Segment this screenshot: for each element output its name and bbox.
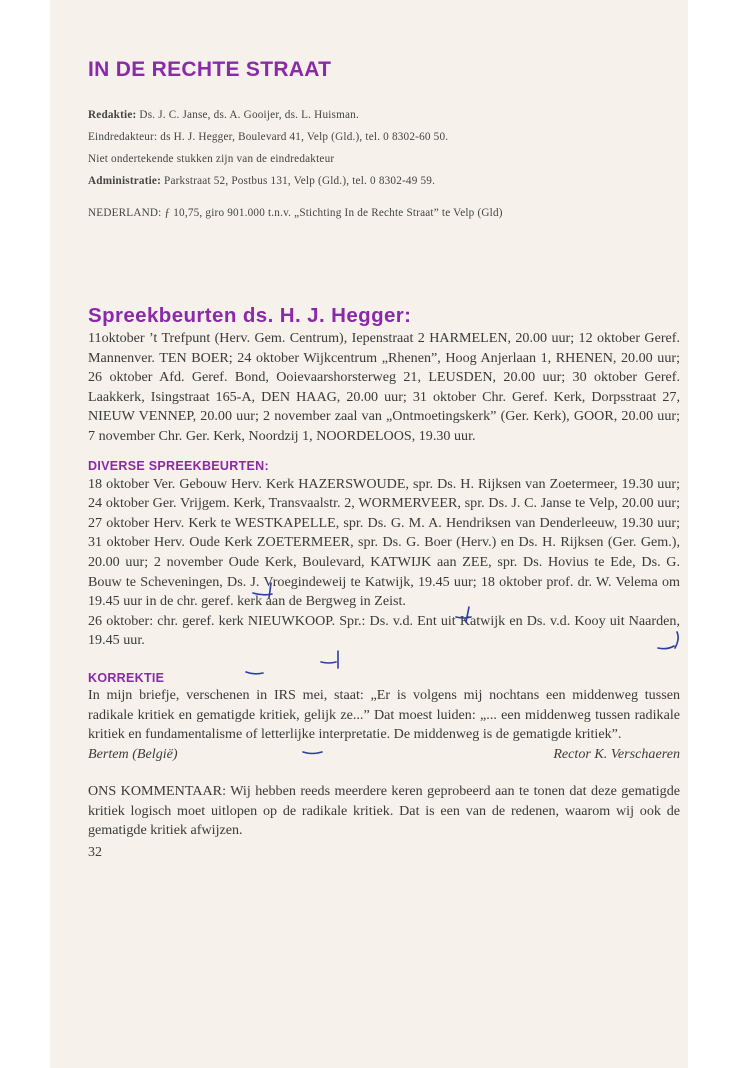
korrektie-text: In mijn briefje, verschenen in IRS mei, staat: „Er is volgens mij nochtans een middenweg tussen radikale kritiek en gematigde kritiek, gelijk ze...” Dat moest luiden: „... een middenweg tussen radikale kritiek en fundamentalisme of letterlijke interpretatie. De middenweg is de gematigde kritiek”. <box>88 686 680 743</box>
unsigned-note: Niet ondertekende stukken zijn van de eindredakteur <box>88 153 335 165</box>
redaktie-value: Ds. J. C. Janse, ds. A. Gooijer, ds. L. Huisman. <box>136 109 359 121</box>
pen-mark <box>253 583 272 598</box>
administratie-value: Parkstraat 52, Postbus 131, Velp (Gld.), tel. 0 8302-49 59. <box>161 175 436 187</box>
pen-marks <box>50 0 688 1068</box>
eindredakteur-line: Eindredakteur: ds H. J. Hegger, Boulevard 41, Velp (Gld.), tel. 0 8302-60 50. <box>88 131 449 143</box>
pen-mark <box>321 651 338 668</box>
kommentaar-text: ONS KOMMENTAAR: Wij hebben reeds meerdere keren geprobeerd aan te tonen dat deze gematigde kritiek logisch moet uitlopen op de radikale kritiek. Dat is een van de redenen, waarom wij ook de gematigde kritiek afwijzen. <box>88 783 680 839</box>
pen-mark <box>456 607 471 622</box>
pen-mark <box>246 672 263 674</box>
magazine-title: IN DE RECHTE STRAAT <box>88 58 332 81</box>
place: Bertem (België) <box>88 745 178 762</box>
diverse-text-2: 26 oktober: chr. geref. kerk NIEUWKOOP. Spr.: Ds. v.d. Ent uit Katwijk en Ds. v.d. Kooy uit Naarden, 19.45 uur. <box>88 612 680 649</box>
page-number: 32 <box>88 845 102 861</box>
spreekbeurten-text: 11oktober ’t Trefpunt (Herv. Gem. Centrum), Iepenstraat 2 HARMELEN, 20.00 uur; 12 oktober Geref. Mannenver. TEN BOER; 24 oktober Wijkcentrum „Rhenen”, Hoog Anjerlaan 1, RHENEN, 20.00 uur; 26 oktober Afd. Geref. Bond, Ooievaarshorsterweg 21, LEUSDEN, 20.00 uur; 30 oktober Geref. Laakkerk, Isingstraat 165-A, DEN HAAG, 20.00 uur; 31 oktober Chr. Geref. Kerk, Dorpsstraat 27, NIEUW VENNEP, 20.00 uur; 2 november zaal van „Ontmoetingskerk” (Ger. Kerk), GOOR, 20.00 uur; 7 november Chr. Ger. Kerk, Noordzij 1, NOORDELOOS, 19.30 uur. <box>88 330 680 444</box>
redaktie-label: Redaktie: <box>88 109 137 121</box>
administratie-label: Administratie: <box>88 175 162 187</box>
pen-mark <box>303 752 322 754</box>
page <box>50 0 688 1068</box>
subscription-line: NEDERLAND: ƒ 10,75, giro 901.000 t.n.v. „Stichting In de Rechte Straat” te Velp (Gld) <box>88 207 503 219</box>
korrektie-heading: KORREKTIE <box>88 670 165 685</box>
pen-mark <box>658 632 678 649</box>
diverse-heading: DIVERSE SPREEKBEURTEN: <box>88 458 269 473</box>
author: Rector K. Verschaeren <box>553 745 680 762</box>
spreekbeurten-heading: Spreekbeurten ds. H. J. Hegger: <box>88 304 412 327</box>
diverse-text: 18 oktober Ver. Gebouw Herv. Kerk HAZERSWOUDE, spr. Ds. H. Rijksen van Zoetermeer, 19.30 uur; 24 oktober Ger. Vrijgem. Kerk, Transvaalstr. 2, WORMERVEER, spr. Ds. J. C. Janse te Velp, 20.00 uur; 27 oktober Herv. Kerk te WESTKAPELLE, spr. Ds. G. M. A. Hendriksen van Denderleeuw, 19.30 uur; 31 oktober Herv. Oude Kerk ZOETERMEER, spr. Ds. G. Boer (Herv.) en Ds. H. Rijksen (Ger. Gem.), 20.00 uur; 2 november Oude Kerk, Boulevard, KATWIJK aan ZEE, spr. Ds. Hovius te Ede, Ds. G. Bouw te Scheveningen, Ds. J. Vroegindeweij te Katwijk, 19.45 uur; 18 oktober prof. dr. W. Velema om 19.45 uur in de chr. geref. kerk aan de Bergweg in Zeist. <box>88 475 680 610</box>
